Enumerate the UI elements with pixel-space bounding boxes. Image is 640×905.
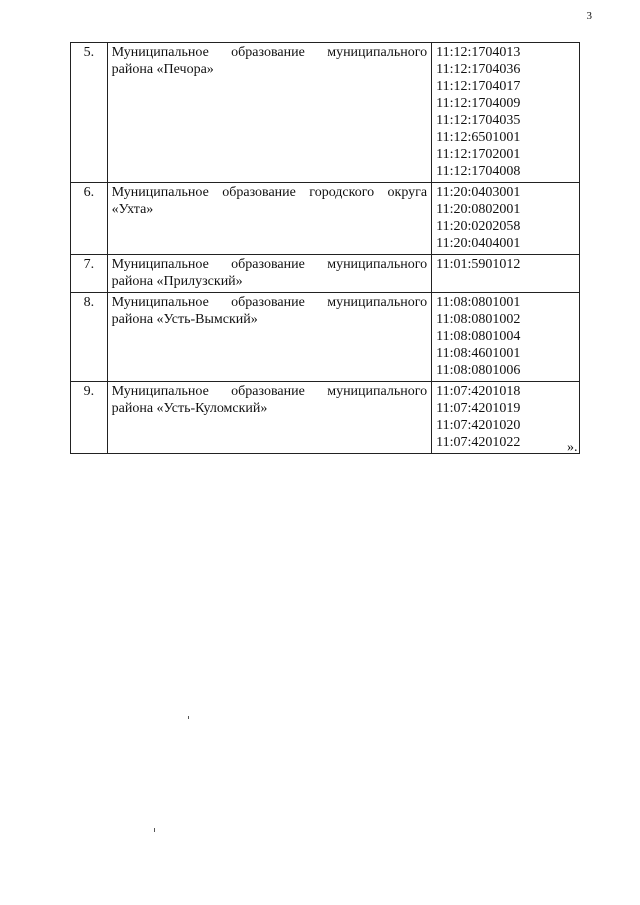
municipality-name [107,293,431,382]
cadastral-code: 11:12:1704036 [436,62,521,77]
cadastral-code: 11:12:1704008 [436,164,521,179]
cadastral-code: 11:07:4201018 [436,384,521,399]
cadastral-code: 11:20:0404001 [436,236,521,251]
municipality-name [107,183,431,255]
municipality-name-line: Муниципальное образование городского округа [111,185,428,200]
cadastral-code: 11:01:5901012 [436,257,521,272]
table-row [71,382,580,454]
table-row [71,293,580,382]
municipal-cadastral-table [70,42,580,454]
cadastral-code: 11:07:4201020 [436,418,521,433]
municipality-name [107,382,431,454]
municipality-name-line: района «Печора» [111,62,214,77]
cadastral-code: 11:12:1704035 [436,113,521,128]
row-number: 6. [71,183,108,255]
municipality-name-line: Муниципальное образование муниципального [111,384,428,399]
closing-quote-mark: ». [567,440,578,455]
table-row [71,183,580,255]
cadastral-code: 11:08:0801004 [436,329,521,344]
municipality-name [107,255,431,293]
row-number: 7. [71,255,108,293]
cadastral-code: 11:20:0403001 [436,185,521,200]
municipality-name-line: Муниципальное образование муниципального [111,45,428,60]
cadastral-code: 11:07:4201019 [436,401,521,416]
cadastral-code: 11:08:4601001 [436,346,521,361]
cadastral-code: 11:08:0801002 [436,312,521,327]
cadastral-code: 11:12:1704013 [436,45,521,60]
cadastral-codes [432,183,580,255]
cadastral-code: 11:12:1702001 [436,147,521,162]
municipality-name-line: Муниципальное образование муниципального [111,295,428,310]
cadastral-codes [432,255,580,293]
cadastral-code: 11:08:0801006 [436,363,521,378]
cadastral-code: 11:20:0202058 [436,219,521,234]
cadastral-codes [432,43,580,183]
scan-speck [188,716,189,719]
municipality-name-line: Муниципальное образование муниципального [111,257,428,272]
cadastral-codes [432,293,580,382]
row-number: 5. [71,43,108,183]
row-number: 9. [71,382,108,454]
cadastral-code: 11:20:0802001 [436,202,521,217]
cadastral-codes [432,382,580,454]
municipality-name-line: района «Усть-Куломский» [111,401,268,416]
cadastral-code: 11:08:0801001 [436,295,521,310]
municipality-name [107,43,431,183]
row-number: 8. [71,293,108,382]
cadastral-code: 11:12:1704017 [436,79,521,94]
scan-speck [154,828,155,832]
table-row [71,43,580,183]
municipality-name-line: района «Прилузский» [111,274,243,289]
table-body [71,43,580,454]
table-row [71,255,580,293]
cadastral-code: 11:12:1704009 [436,96,521,111]
municipality-name-line: «Ухта» [111,202,154,217]
municipality-name-line: района «Усть-Вымский» [111,312,258,327]
cadastral-code: 11:07:4201022 [436,435,521,450]
cadastral-code: 11:12:6501001 [436,130,521,145]
page-number: 3 [586,10,592,22]
